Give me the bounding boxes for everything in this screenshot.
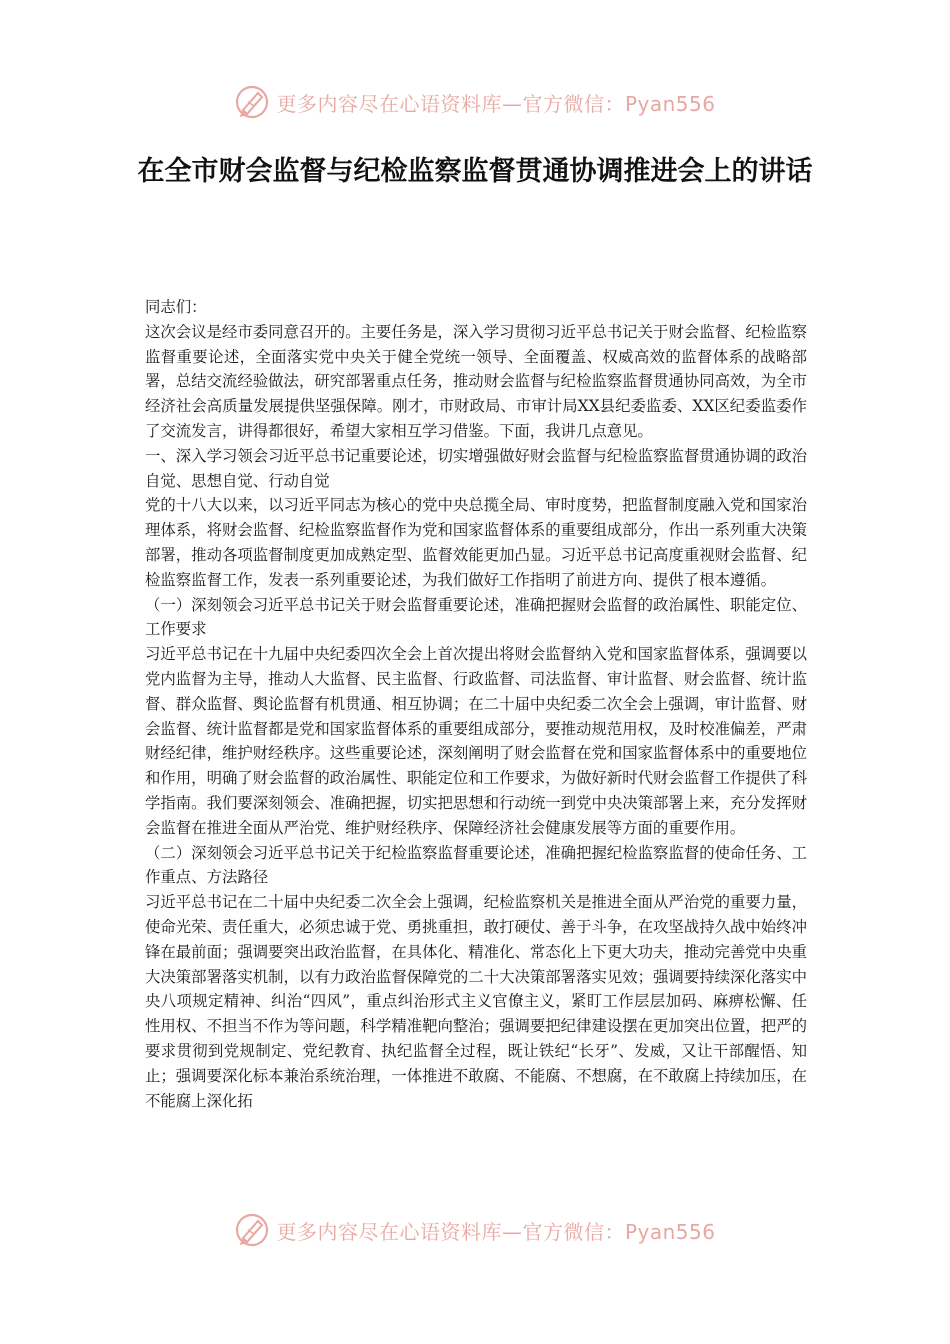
paragraph-subsection-1: 习近平总书记在十九届中央纪委四次全会上首次提出将财会监督纳入党和国家监督体系，强调要以党内监督为主导，推动人大监督、民主监督、行政监督、司法监督、审计监督、财会监督、统计监督、群众监督、舆论监督有机贯通、相互协调；在二十届中央纪委二次全会上强调，审计监督、财会监督、统计监督都是党和国家监督体系的重要组成部分，要推动规范用权，及时校准偏差，严肃财经纪律，维护财经秩序。这些重要论述，深刻阐明了财会监督在党和国家监督体系中的重要地位和作用，明确了财会监督的政治属性、职能定位和工作要求，为做好新时代财会监督工作提供了科学指南。我们要深刻领会、准确把握，切实把思想和行动统一到党中央决策部署上来，充分发挥财会监督在推进全面从严治党、维护财经秩序、保障经济社会健康发展等方面的重要作用。 bbox=[145, 645, 807, 837]
salutation: 同志们： bbox=[145, 298, 207, 316]
pen-logo-icon bbox=[234, 84, 270, 120]
watermark-text: 更多内容尽在心语资料库—官方微信：Pyan556 bbox=[276, 91, 716, 116]
watermark-banner-top bbox=[0, 82, 950, 122]
paragraph-subsection-2: 习近平总书记在二十届中央纪委二次全会上强调，纪检监察机关是推进全面从严治党的重要力量，使命光荣、责任重大，必须忠诚于党、勇挑重担，敢打硬仗、善于斗争，在攻坚战持久战中始终冲锋在最前面；强调要突出政治监督，在具体化、精准化、常态化上下更大功夫，推动完善党中央重大决策部署落实机制，以有力政治监督保障党的二十大决策部署落实见效；强调要持续深化落实中央八项规定精神、纠治“四风”，重点纠治形式主义官僚主义，紧盯工作层层加码、麻痹松懈、任性用权、不担当不作为等问题，科学精准靶向整治；强调要把纪律建设摆在更加突出位置，把严的要求贯彻到党规制定、党纪教育、执纪监督全过程，既让铁纪“长牙”、发威，又让干部醒悟、知止；强调要深化标本兼治系统治理，一体推进不敢腐、不能腐、不想腐，在不敢腐上持续加压，在不能腐上深化拓 bbox=[145, 893, 807, 1110]
subsection-heading-1: （一）深刻领会习近平总书记关于财会监督重要论述，准确把握财会监督的政治属性、职能定位、工作要求 bbox=[145, 595, 807, 639]
paragraph-intro: 这次会议是经市委同意召开的。主要任务是，深入学习贯彻习近平总书记关于财会监督、纪检监察监督重要论述，全面落实党中央关于健全党统一领导、全面覆盖、权威高效的监督体系的战略部署，总结交流经验做法，研究部署重点任务，推动财会监督与纪检监察监督贯通协同高效，为全市经济社会高质量发展提供坚强保障。刚才，市财政局、市审计局XX县纪委监委、XX区纪委监委作了交流发言，讲得都很好，希望大家相互学习借鉴。下面，我讲几点意见。 bbox=[145, 322, 807, 440]
watermark-text: 更多内容尽在心语资料库—官方微信：Pyan556 bbox=[276, 1219, 716, 1244]
document-title: 在全市财会监督与纪检监察监督贯通协调推进会上的讲话 bbox=[137, 156, 813, 187]
pen-logo-icon bbox=[234, 1212, 270, 1248]
document-body bbox=[145, 295, 807, 1113]
watermark-banner-bottom bbox=[0, 1210, 950, 1250]
section-heading-1: 一、深入学习领会习近平总书记重要论述，切实增强做好财会监督与纪检监察监督贯通协调的政治自觉、思想自觉、行动自觉 bbox=[145, 446, 807, 490]
subsection-heading-2: （二）深刻领会习近平总书记关于纪检监察监督重要论述，准确把握纪检监察监督的使命任务、工作重点、方法路径 bbox=[145, 843, 807, 887]
paragraph-section-1: 党的十八大以来，以习近平同志为核心的党中央总揽全局、审时度势，把监督制度融入党和国家治理体系，将财会监督、纪检监察监督作为党和国家监督体系的重要组成部分，作出一系列重大决策部署，推动各项监督制度更加成熟定型、监督效能更加凸显。习近平总书记高度重视财会监督、纪检监察监督工作，发表一系列重要论述，为我们做好工作指明了前进方向、提供了根本遵循。 bbox=[145, 496, 807, 589]
